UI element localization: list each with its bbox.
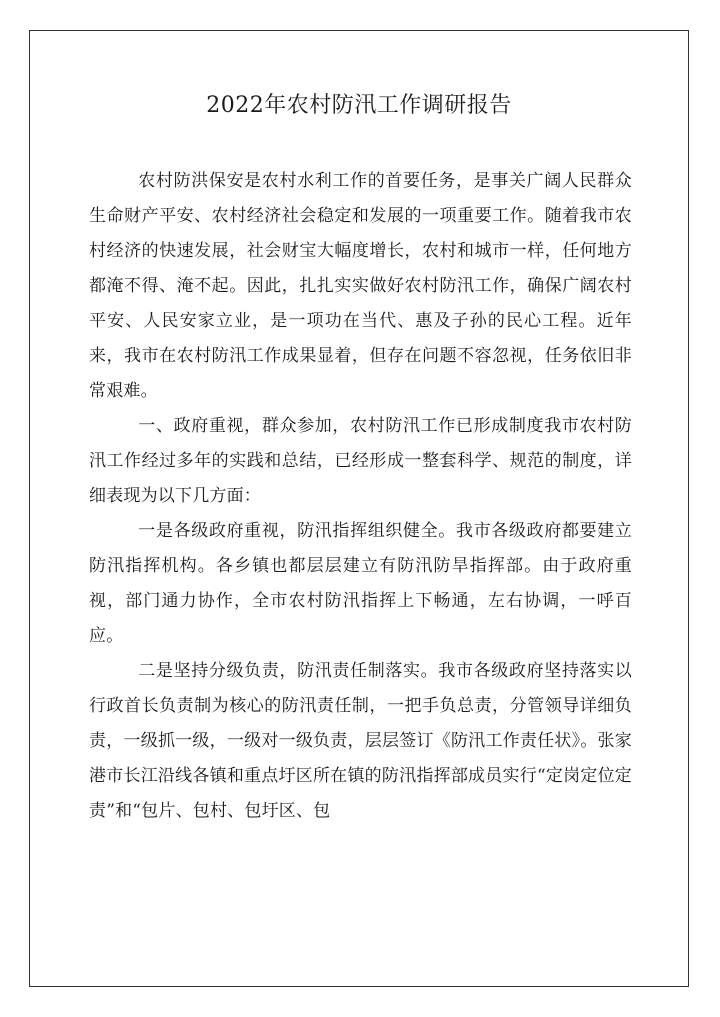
- paragraph-intro: 农村防洪保安是农村水利工作的首要任务，是事关广阔人民群众生命财产平安、农村经济社会稳定和发展的一项重要工作。随着我市农村经济的快速发展，社会财宝大幅度增长，农村和城市一样，任何地方都淹不得、淹不起。因此，扎扎实实做好农村防汛工作，确保广阔农村平安、人民安家立业，是一项功在当代、惠及子孙的民心工程。近年来，我市在农村防汛工作成果显着，但存在问题不容忽视，任务依旧非常艰难。: [89, 171, 632, 401]
- paragraph-point-two: 二是坚持分级负责，防汛责任制落实。我市各级政府坚持落实以行政首长负责制为核心的防汛责任制，一把手负总责，分管领导详细负责，一级抓一级，一级对一级负责，层层签订《防汛工作责任状》。张家港市长江沿线各镇和重点圩区所在镇的防汛指挥部成员实行“定岗定位定责”和“包片、包村、包圩区、包: [89, 661, 632, 821]
- paragraph-point-one: 一是各级政府重视，防汛指挥组织健全。我市各级政府都要建立防汛指挥机构。各乡镇也都层层建立有防汛防旱指挥部。由于政府重视，部门通力协作，全市农村防汛指挥上下畅通，左右协调，一呼百应。: [89, 521, 632, 646]
- document-body: [89, 164, 632, 829]
- paragraph-section-one: 一、政府重视，群众参加，农村防汛工作已形成制度我市农村防汛工作经过多年的实践和总结，已经形成一整套科学、规范的制度，详细表现为以下几方面：: [89, 416, 632, 506]
- document-title: 2022年农村防汛工作调研报告: [206, 93, 512, 118]
